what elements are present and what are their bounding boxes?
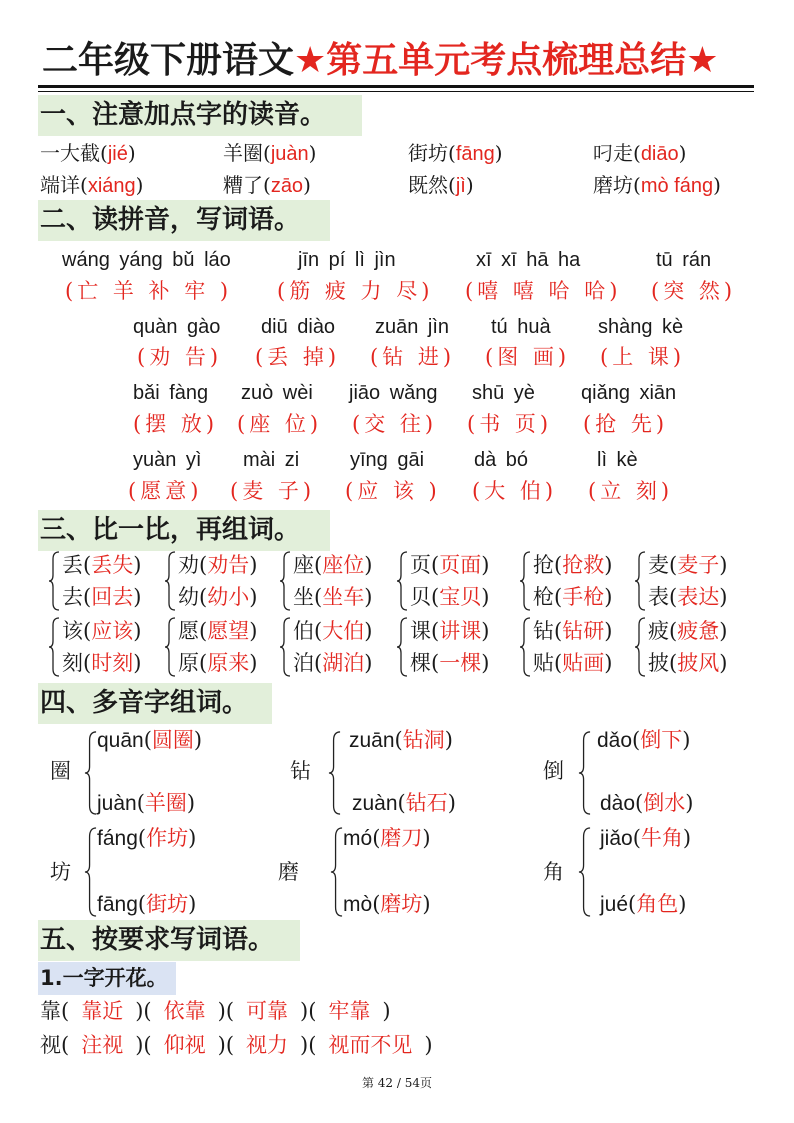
title-rule-thin: [38, 91, 754, 92]
pair-line: 表( 表达 ): [648, 584, 727, 610]
left-brace-icon: [519, 551, 531, 611]
compare-pair: [634, 617, 746, 677]
pinyin-prompt: shàng kè: [598, 316, 684, 338]
pinyin-prompt: zuān jìn: [375, 316, 450, 338]
reading-item: 街坊( fāng ): [408, 140, 503, 167]
pair-line: 丢( 丢失 ): [62, 552, 141, 578]
pair-line: 劝( 劝告 ): [178, 552, 257, 578]
left-brace-icon: [396, 551, 408, 611]
pair-line: 泊( 湖泊 ): [293, 650, 372, 676]
polyphone-group: [48, 825, 248, 919]
pinyin-prompt: bǎi fàng: [133, 382, 209, 404]
section3-heading: 三、比一比，再组词。: [38, 510, 330, 551]
left-brace-icon: [48, 551, 60, 611]
word-answer: (大 伯): [472, 479, 558, 503]
pair-line: 课( 讲课 ): [410, 618, 489, 644]
reading-line: fāng( 街坊 ): [97, 891, 196, 918]
reading-line: zuān( 钻洞 ): [349, 727, 453, 754]
left-brace-icon: [634, 617, 646, 677]
pair-line: 棵( 一棵 ): [410, 650, 489, 676]
left-brace-icon: [279, 617, 291, 677]
reading-item: 糟了( zāo ): [223, 172, 311, 199]
word-answer: (立 刻): [588, 479, 674, 503]
word-answer: (上 课): [600, 345, 686, 369]
polyphone-group: [48, 726, 248, 820]
title-unit: ★第五单元考点梳理总结★: [294, 40, 719, 81]
left-brace-icon: [164, 551, 176, 611]
title-grade: 二年级下册语文: [42, 40, 295, 81]
reading-item: 羊圈( juàn ): [223, 140, 316, 167]
compare-pair: [279, 617, 391, 677]
pinyin-prompt: jiāo wǎng: [349, 382, 438, 404]
pair-line: 去( 回去 ): [62, 584, 141, 610]
word-answer: (亡 羊 补 牢 ): [65, 279, 233, 303]
word-answer: (丢 掉): [255, 345, 341, 369]
word-answer: (嘻 嘻 哈 哈): [465, 279, 622, 303]
pinyin-prompt: yīng gāi: [350, 449, 425, 471]
reading-line: dào( 倒水 ): [600, 790, 693, 817]
left-brace-icon: [578, 731, 591, 815]
left-brace-icon: [48, 617, 60, 677]
pair-line: 该( 应该 ): [62, 618, 141, 644]
pinyin-prompt: zuò wèi: [241, 382, 313, 404]
polyphone-char: 坊: [50, 860, 71, 884]
compare-pair: [48, 617, 160, 677]
reading-item: 端详( xiáng ): [40, 172, 143, 199]
polyphone-group: [541, 825, 741, 919]
pair-line: 坐( 坐车 ): [293, 584, 372, 610]
pinyin-prompt: diū diào: [261, 316, 336, 338]
reading-line: dǎo( 倒下 ): [597, 727, 690, 754]
left-brace-icon: [279, 551, 291, 611]
reading-item: 既然( jì ): [408, 172, 474, 199]
reading-line: zuàn( 钻石 ): [352, 790, 456, 817]
bloom-char: 视: [40, 1033, 61, 1057]
compare-pair: [48, 551, 160, 611]
word-answer: (座 位): [237, 412, 323, 436]
pair-line: 麦( 麦子 ): [648, 552, 727, 578]
pair-line: 页( 页面 ): [410, 552, 489, 578]
section5-subheading: 1.一字开花。: [38, 962, 176, 995]
section2-heading: 二、读拼音，写词语。: [38, 200, 330, 241]
pair-line: 抢( 抢救 ): [533, 552, 612, 578]
section1-heading: 一、注意加点字的读音。: [38, 95, 362, 136]
pinyin-prompt: wáng yáng bǔ láo: [62, 249, 231, 271]
left-brace-icon: [84, 731, 97, 815]
pair-line: 钻( 钻研 ): [533, 618, 612, 644]
polyphone-char: 角: [543, 860, 564, 884]
word-answer: (书 页): [467, 412, 553, 436]
left-brace-icon: [328, 731, 341, 815]
pair-line: 贴( 贴画 ): [533, 650, 612, 676]
pinyin-prompt: jīn pí lì jìn: [298, 249, 396, 271]
title-rule-thick: [38, 85, 754, 88]
pair-line: 贝( 宝贝 ): [410, 584, 489, 610]
word-answer: (筋 疲 力 尽): [277, 279, 434, 303]
reading-line: quān( 圆圈 ): [97, 727, 202, 754]
reading-line: fáng( 作坊 ): [97, 825, 196, 852]
left-brace-icon: [396, 617, 408, 677]
polyphone-group: [541, 726, 741, 820]
pair-line: 疲( 疲惫 ): [648, 618, 727, 644]
pair-line: 伯( 大伯 ): [293, 618, 372, 644]
pinyin-prompt: qiǎng xiān: [581, 382, 677, 404]
pinyin-prompt: dà bó: [474, 449, 529, 471]
compare-pair: [279, 551, 391, 611]
section4-heading: 四、多音字组词。: [38, 683, 272, 724]
pinyin-prompt: tú huà: [491, 316, 551, 338]
polyphone-group: [288, 726, 488, 820]
left-brace-icon: [634, 551, 646, 611]
compare-pair: [164, 551, 276, 611]
left-brace-icon: [164, 617, 176, 677]
word-answer: (应 该 ): [345, 479, 441, 503]
pair-line: 原( 原来 ): [178, 650, 257, 676]
polyphone-char: 倒: [543, 759, 564, 783]
polyphone-char: 磨: [278, 860, 299, 884]
pinyin-prompt: tū rán: [656, 249, 712, 271]
word-answer: (突 然): [651, 279, 737, 303]
pinyin-prompt: mài zi: [243, 449, 300, 471]
word-answer: (愿意): [128, 479, 203, 503]
pair-line: 枪( 手枪 ): [533, 584, 612, 610]
reading-item: 叼走( diāo ): [593, 140, 686, 167]
left-brace-icon: [84, 827, 97, 917]
word-answer: (摆 放): [133, 412, 219, 436]
compare-pair: [396, 551, 508, 611]
compare-pair: [519, 617, 631, 677]
word-answer: (钻 进): [370, 345, 456, 369]
reading-line: juàn( 羊圈 ): [97, 790, 195, 817]
word-bloom-line: 视( 注视 )( 仰视 )( 视力 )( 视而不见 ): [40, 1032, 433, 1058]
page-title: [42, 38, 719, 84]
word-answer: (交 往): [352, 412, 438, 436]
word-answer: (劝 告): [137, 345, 223, 369]
pair-line: 幼( 幼小 ): [178, 584, 257, 610]
compare-pair: [164, 617, 276, 677]
bloom-char: 靠: [40, 999, 61, 1023]
left-brace-icon: [330, 827, 343, 917]
pair-line: 刻( 时刻 ): [62, 650, 141, 676]
compare-pair: [396, 617, 508, 677]
page-number: 第 42 / 54页: [361, 1076, 433, 1090]
word-answer: (麦 子): [230, 479, 316, 503]
reading-item: 一大截( jié ): [40, 140, 136, 167]
reading-line: jiǎo( 牛角 ): [600, 825, 691, 852]
reading-line: mó( 磨刀 ): [343, 825, 431, 852]
pair-line: 座( 座位 ): [293, 552, 372, 578]
pair-line: 愿( 愿望 ): [178, 618, 257, 644]
compare-pair: [634, 551, 746, 611]
polyphone-char: 圈: [50, 759, 71, 783]
word-answer: (图 画): [485, 345, 571, 369]
compare-pair: [519, 551, 631, 611]
left-brace-icon: [578, 827, 591, 917]
reading-line: jué( 角色 ): [600, 891, 686, 918]
polyphone-group: [276, 825, 476, 919]
polyphone-char: 钻: [290, 759, 311, 783]
pinyin-prompt: yuàn yì: [133, 449, 202, 471]
pinyin-prompt: quàn gào: [133, 316, 221, 338]
section5-heading: 五、按要求写词语。: [38, 920, 300, 961]
left-brace-icon: [519, 617, 531, 677]
pinyin-prompt: shū yè: [472, 382, 535, 404]
pair-line: 披( 披风 ): [648, 650, 727, 676]
pinyin-prompt: xī xī hā ha: [476, 249, 581, 271]
pinyin-prompt: lì kè: [597, 449, 638, 471]
word-bloom-line: 靠( 靠近 )( 依靠 )( 可靠 )( 牢靠 ): [40, 998, 391, 1024]
reading-item: 磨坊( mò fáng ): [593, 172, 721, 199]
word-answer: (抢 先): [583, 412, 669, 436]
reading-line: mò( 磨坊 ): [343, 891, 431, 918]
